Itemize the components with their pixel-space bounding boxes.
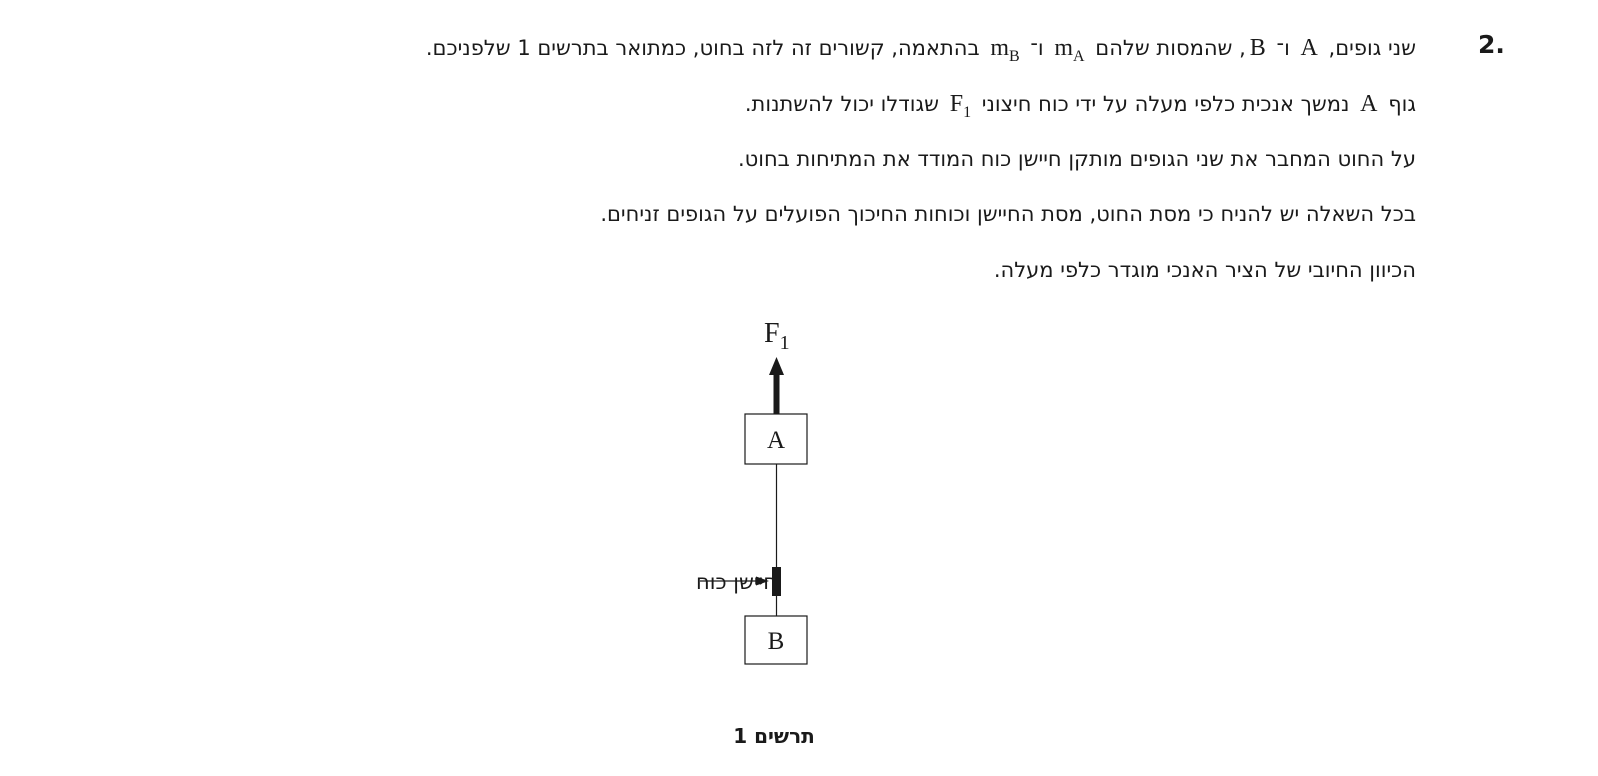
symbol-force-f1: $F_1$ [949, 91, 972, 121]
figure-caption: תרשים 1 [733, 724, 815, 748]
line1-text-5: בהתאמה, קשורים זה לזה בחוט, כמתואר בתרשים 1 שלפניכם. [425, 36, 980, 60]
symbol-a: A [1360, 91, 1378, 117]
question-number: .2 [1478, 30, 1505, 59]
symbol-a: A [1300, 35, 1318, 61]
symbol-mass-a: $m_A$ [1054, 35, 1085, 65]
force-arrow-icon [769, 357, 784, 415]
line2-text-2: נמשך אנכית כלפי מעלה על ידי כוח חיצוני [981, 92, 1350, 116]
force-f1-label: $F_1$ [764, 318, 790, 354]
line1-text-2: ו־ [1276, 36, 1290, 60]
line2-text-1: גוף [1388, 92, 1416, 116]
line1-text-4: ו־ [1030, 36, 1044, 60]
question-line-4: בכל השאלה יש להניח כי מסת החוט, מסת החיישן וכוחות החיכוך הפועלים על הגופים זניחים. [600, 202, 1416, 226]
question-line-5: הכיוון החיובי של הציר האנכי מוגדר כלפי מעלה. [993, 258, 1416, 282]
line2-text-3: שגודלו יכול להשתנות. [744, 92, 940, 116]
symbol-b: B [1249, 35, 1266, 61]
block-a-label: A [766, 427, 786, 454]
line1-text-3: , שהמסות שלהם [1095, 36, 1246, 60]
question-line-3: על החוט המחבר את שני הגופים מותקן חיישן כוח המודד את המתיחות בחוט. [737, 147, 1416, 171]
block-b-label: B [767, 628, 785, 655]
symbol-mass-b: $m_B$ [990, 35, 1020, 65]
line1-text-1: שני גופים, [1328, 36, 1416, 60]
sensor-label: חיישן כוח [696, 570, 777, 594]
